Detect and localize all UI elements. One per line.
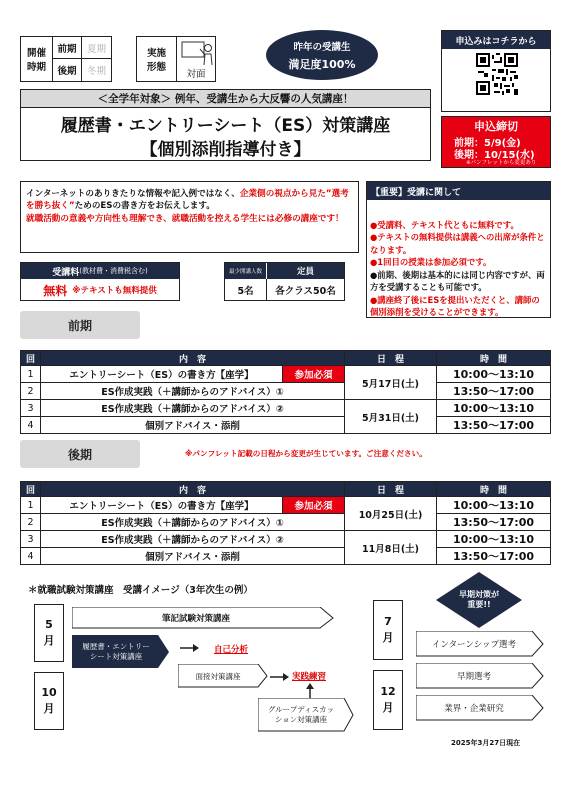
early-selection-arrow — [416, 663, 544, 689]
table-row — [21, 531, 551, 548]
col-header: 内 容 — [41, 482, 345, 497]
table-row — [21, 366, 551, 383]
intern-label: インターンシップ選考 — [431, 640, 517, 650]
fee-value-row — [21, 279, 179, 301]
cap-value: 各クラス50名 — [275, 286, 336, 297]
row-number: 2 — [21, 514, 41, 531]
deadline-kouki: 後期：10/15(水) — [454, 150, 535, 161]
fee-label-sub: (教材費・消費税含む) — [79, 267, 148, 275]
period-label: 開催 時期 — [21, 37, 53, 81]
kouki-schedule-table — [20, 481, 551, 565]
practice-label: 実践練習 — [292, 672, 327, 682]
row-number: 3 — [21, 531, 41, 548]
may-box: 5 月 — [34, 604, 64, 662]
apply-title: 申込みはコチラから — [442, 31, 550, 49]
min-value: 5名 — [225, 279, 267, 301]
notice-item: ●1回目の授業は参加必須です。 — [370, 257, 492, 268]
kouki-tag: 後期 — [20, 440, 140, 468]
satisfaction-line2: 満足度100% — [288, 57, 356, 71]
row-time: 10:00～13:10 — [437, 531, 551, 548]
table-header-row — [21, 482, 551, 497]
notice-item: ●前期、後期は基本的には同じ内容ですが、両方を受講することも可能です。 — [370, 269, 545, 293]
row-number: 4 — [21, 417, 41, 434]
notice-list — [370, 219, 548, 319]
dec-box: 12 月 — [373, 670, 403, 730]
col-header: 日 程 — [345, 351, 437, 366]
industry-arrow — [416, 695, 544, 721]
arrow-right-icon — [180, 643, 200, 656]
deadline-zenki: 前期：5/9(金) — [454, 138, 521, 149]
row-date: 5月17日(土) — [345, 366, 437, 400]
row-date: 11月8日(土) — [345, 531, 437, 565]
row-content: ES作成実践（＋講師からのアドバイス）② — [41, 400, 345, 417]
col-header: 時 間 — [437, 482, 551, 497]
industry-label: 業界・企業研究 — [444, 704, 504, 714]
format-label: 実施 形態 — [137, 37, 177, 81]
notice-item: ●講座終了後にESを提出いただくと、講師の個別添削を受けることができます。 — [370, 294, 540, 318]
fee-note: ※テキストも無料提供 — [72, 286, 157, 296]
page-title: 履歴書・エントリーシート（ES）対策講座 — [60, 115, 391, 136]
kouki-note: ※パンフレット記載の日程から変更が生じています。ご注意ください。 — [185, 449, 427, 458]
notice-item: ●テキストの無料提供は講義への出席が条件となります。 — [370, 232, 545, 255]
row-time: 13:50～17:00 — [437, 383, 551, 400]
zenki-schedule-table — [20, 350, 551, 434]
row-content: ES作成実践（＋講師からのアドバイス）① — [41, 514, 345, 531]
table-header-row — [21, 351, 551, 366]
fee-label: 受講料 — [52, 267, 80, 278]
capacity-box — [224, 262, 345, 301]
period-box — [20, 36, 112, 82]
zenki-label: 前期 — [53, 37, 82, 59]
format-box — [136, 36, 216, 82]
row-number: 4 — [21, 548, 41, 565]
kouki-label: 後期 — [53, 59, 82, 81]
early-text: 早期対策が 重要!! — [459, 589, 499, 609]
self-analysis-label: 自己分析 — [214, 645, 249, 655]
deadline-note: ※パンフレットから変更あり — [466, 160, 537, 166]
fee-value: 無料 — [43, 283, 68, 298]
row-time: 13:50～17:00 — [437, 548, 551, 565]
col-header: 時 間 — [437, 351, 551, 366]
notice-item: ●受講料、テキスト代ともに無料です。 — [370, 220, 519, 230]
intro-text-4: 就職活動の意義や方向性も理解でき、就職活動を控える学生には必修の講座です！ — [26, 213, 344, 224]
row-content: エントリーシート（ES）の書き方【座学】 — [41, 366, 283, 383]
row-time: 10:00～13:10 — [437, 366, 551, 383]
title-block — [20, 89, 431, 161]
required-badge: 参加必須 — [283, 366, 345, 383]
qr-code-icon[interactable] — [476, 53, 518, 95]
intro-text-1: インターネットのありきたりな情報や記入例ではなく、 — [26, 189, 240, 199]
row-time: 10:00～13:10 — [437, 497, 551, 514]
written-label: 筆記試験対策講座 — [161, 614, 230, 624]
fee-box — [20, 262, 180, 301]
row-number: 1 — [21, 497, 41, 514]
apply-box[interactable] — [441, 30, 551, 112]
intern-arrow — [416, 631, 544, 657]
deadline-label: 申込締切 — [474, 120, 518, 133]
row-date: 5月31日(土) — [345, 400, 437, 434]
table-row — [21, 400, 551, 417]
oct-box: 10 月 — [34, 672, 64, 730]
es-course-label: 履歴書・エントリー シート対策講座 — [82, 641, 150, 661]
notice-box — [366, 181, 551, 318]
gd-label: グループディスカッ ション対策講座 — [267, 704, 335, 724]
es-course-arrow — [72, 635, 170, 669]
row-time: 13:50～17:00 — [437, 514, 551, 531]
row-time: 13:50～17:00 — [437, 417, 551, 434]
col-header: 回 — [21, 482, 41, 497]
arrow-right-icon — [270, 672, 290, 685]
kaki-label: 夏期 — [82, 37, 111, 59]
intro-text-3: ためのESの書き方をお伝えします。 — [74, 201, 215, 212]
min-label: 最少開講人数 — [225, 263, 267, 279]
col-header: 回 — [21, 351, 41, 366]
row-content: 個別アドバイス・添削 — [41, 548, 345, 565]
notice-title: 【重要】受講に関して — [367, 182, 550, 200]
lecture-icon — [179, 39, 215, 65]
intro-text-2: 企業側の視点から見た”選考を勝ち抜く” — [26, 189, 349, 212]
row-time: 10:00～13:10 — [437, 400, 551, 417]
table-row — [21, 514, 551, 531]
image-section-title: ＊就職試験対策講座 受講イメージ（3年次生の例） — [28, 585, 253, 596]
early-badge — [436, 572, 522, 628]
col-header: 内 容 — [41, 351, 345, 366]
row-content: エントリーシート（ES）の書き方【座学】 — [41, 497, 283, 514]
interview-arrow — [178, 664, 268, 688]
row-content: ES作成実践（＋講師からのアドバイス）② — [41, 531, 345, 548]
early-selection-label: 早期選考 — [456, 672, 491, 682]
table-row — [21, 383, 551, 400]
intro-box — [20, 181, 359, 253]
jul-box: 7 月 — [373, 600, 403, 660]
row-number: 1 — [21, 366, 41, 383]
title-banner: ＜全学年対象＞ 例年、受講生から大反響の人気講座！ — [21, 90, 430, 108]
interview-label: 面接対策講座 — [195, 671, 241, 681]
col-header: 日 程 — [345, 482, 437, 497]
deadline-box — [441, 116, 551, 168]
table-row — [21, 548, 551, 565]
table-row — [21, 417, 551, 434]
page-subtitle: 【個別添削指導付き】 — [140, 139, 311, 160]
row-content: ES作成実践（＋講師からのアドバイス）① — [41, 383, 345, 400]
satisfaction-badge — [266, 30, 378, 80]
fee-label-row — [21, 263, 179, 279]
gd-arrow — [258, 698, 354, 732]
required-badge: 参加必須 — [283, 497, 345, 514]
format-value: 対面 — [186, 69, 206, 80]
touki-label: 冬期 — [86, 66, 106, 77]
written-arrow — [72, 607, 334, 629]
row-content: 個別アドバイス・添削 — [41, 417, 345, 434]
satisfaction-line1: 昨年の受講生 — [293, 41, 351, 53]
row-date: 10月25日(土) — [345, 497, 437, 531]
footer-date: 2025年3月27日現在 — [451, 739, 521, 747]
table-row — [21, 497, 551, 514]
zenki-tag: 前期 — [20, 311, 140, 339]
row-number: 3 — [21, 400, 41, 417]
cap-label: 定員 — [267, 263, 344, 279]
row-number: 2 — [21, 383, 41, 400]
